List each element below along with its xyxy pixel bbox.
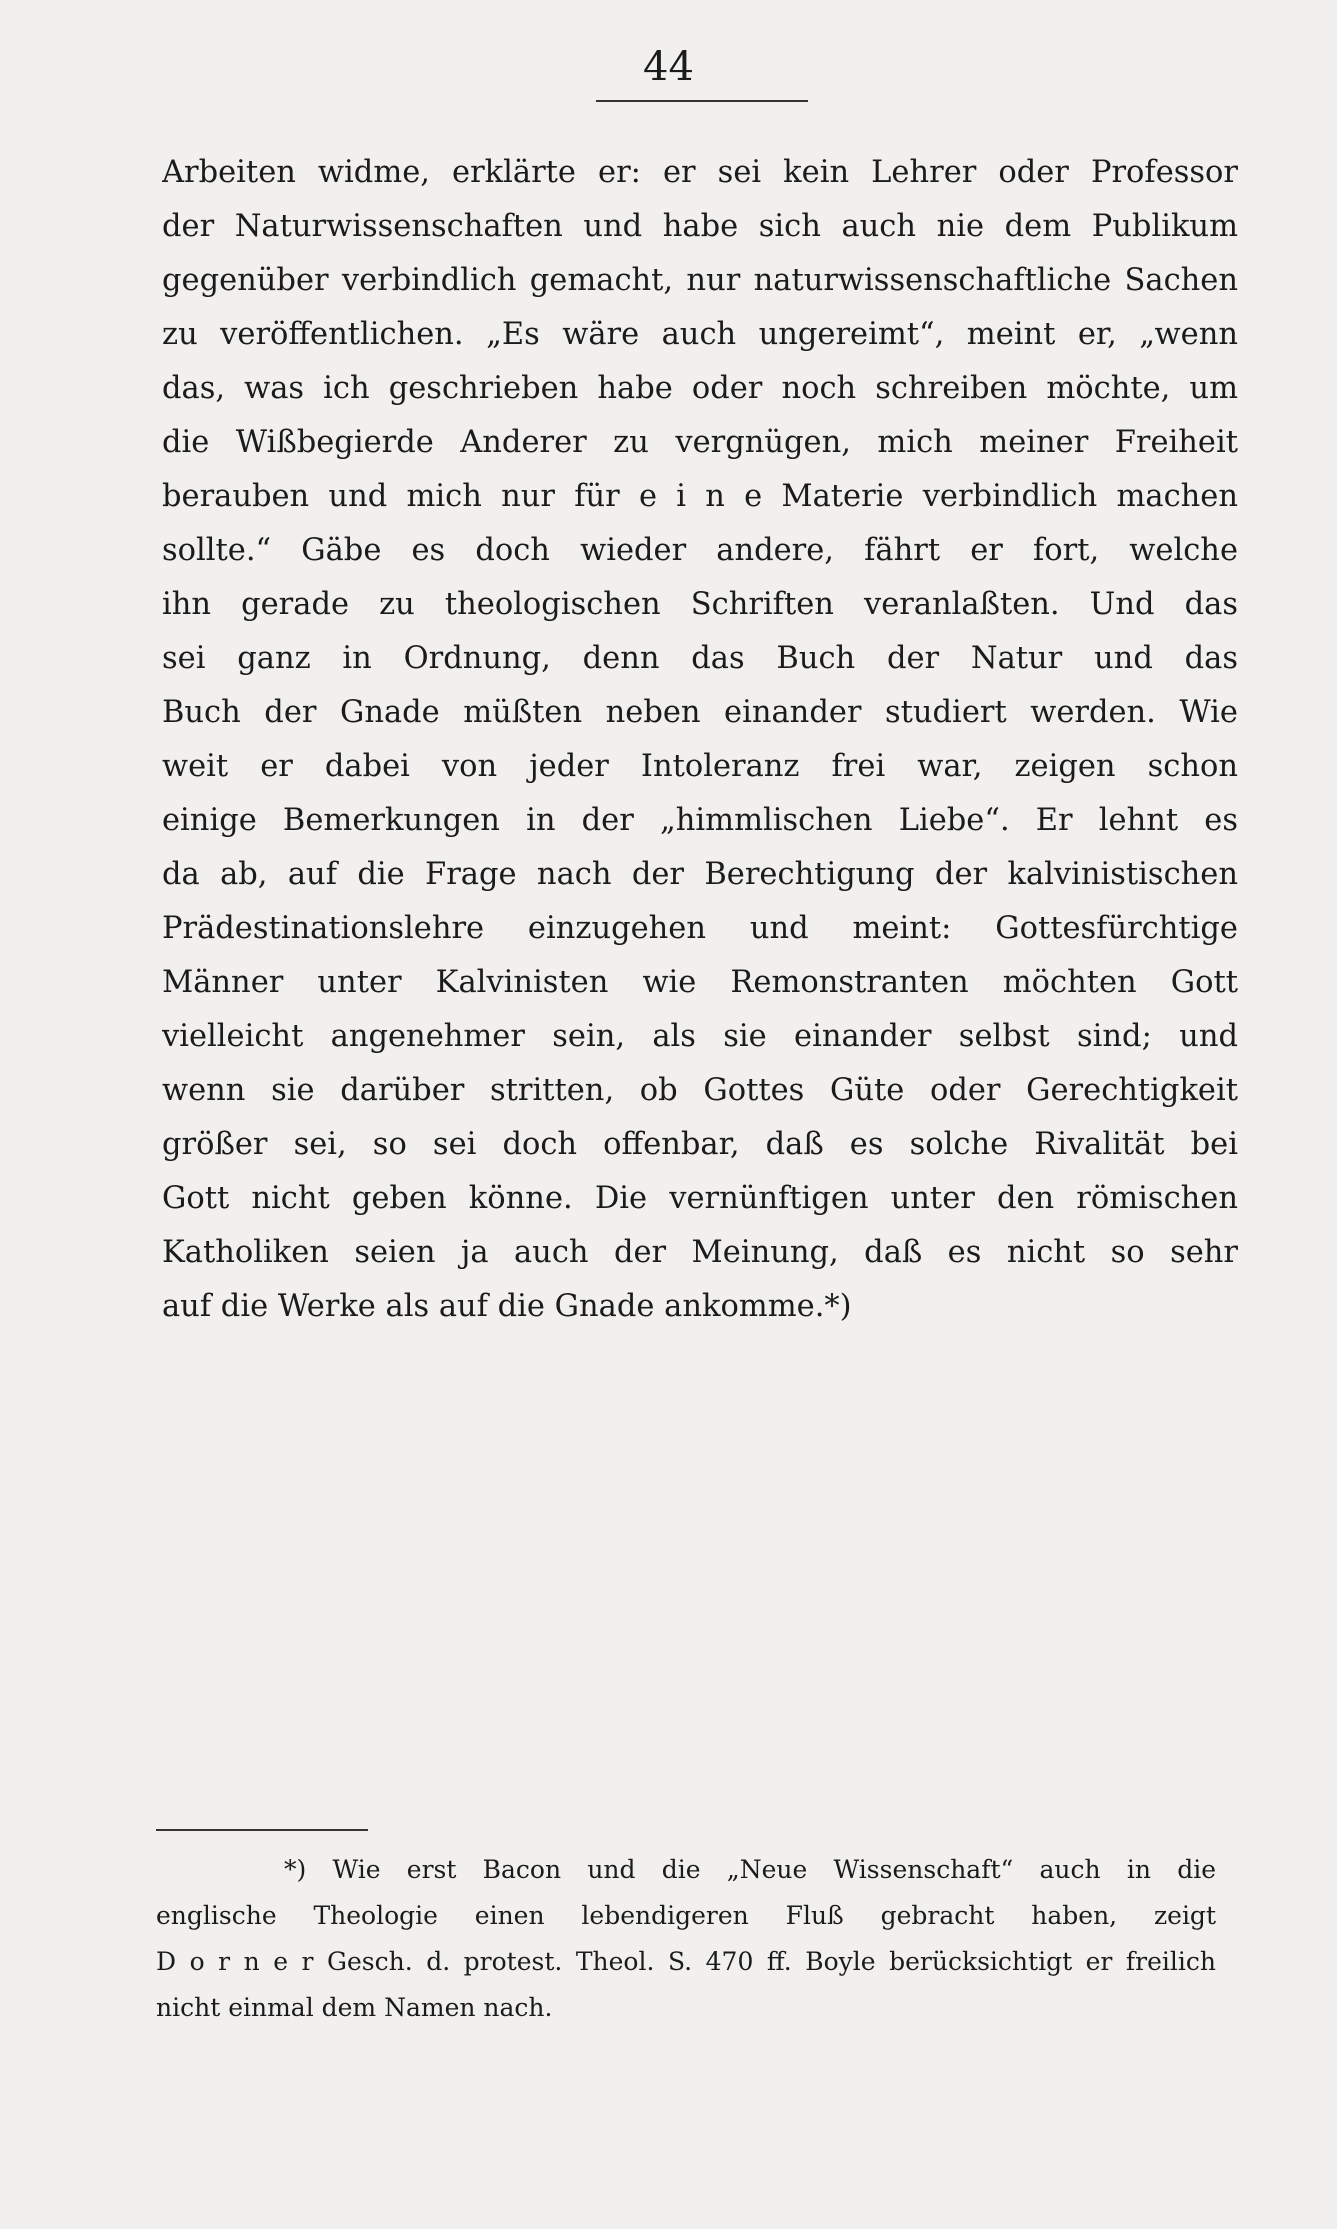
text-line: auf die Werke als auf die Gnade ankomme.*) — [162, 1289, 852, 1324]
text-line: da ab, auf die Frage nach der Berechtigung der kalvinistischen — [162, 857, 1238, 892]
text-line: sollte.“ Gäbe es doch wieder andere, fährt er fort, welche — [162, 533, 1238, 568]
footnote-rule — [156, 1829, 368, 1831]
text-line: Prädestinationslehre einzugehen und meint: Gottesfürchtige — [162, 911, 1238, 946]
text-line: das, was ich geschrieben habe oder noch schreiben möchte, um — [162, 371, 1238, 406]
text-line: weit er dabei von jeder Intoleranz frei war, zeigen schon — [162, 749, 1238, 784]
footnote — [156, 1847, 1216, 2031]
text-line: größer sei, so sei doch offenbar, daß es solche Rivalität bei — [162, 1127, 1238, 1162]
header-rule — [596, 100, 808, 102]
text-line: Gott nicht geben könne. Die vernünftigen unter den römischen — [162, 1181, 1238, 1216]
footnote-line: englische Theologie einen lebendigeren Fluß gebracht haben, zeigt — [156, 1901, 1216, 1930]
text-line: berauben und mich nur für e i n e Materie verbindlich machen — [162, 479, 1238, 514]
body-text — [162, 146, 1238, 1334]
footnote-line: nicht einmal dem Namen nach. — [156, 1993, 553, 2022]
text-line: vielleicht angenehmer sein, als sie einander selbst sind; und — [162, 1019, 1238, 1054]
footnote-line: D o r n e r Gesch. d. protest. Theol. S. 470 ff. Boyle berücksichtigt er freilich — [156, 1947, 1216, 1976]
text-line: sei ganz in Ordnung, denn das Buch der Natur und das — [162, 641, 1238, 676]
text-line: Katholiken seien ja auch der Meinung, daß es nicht so sehr — [162, 1235, 1238, 1270]
text-line: zu veröffentlichen. „Es wäre auch ungereimt“, meint er, „wenn — [162, 317, 1238, 352]
text-line: die Wißbegierde Anderer zu vergnügen, mich meiner Freiheit — [162, 425, 1238, 460]
text-line: der Naturwissenschaften und habe sich auch nie dem Publikum — [162, 209, 1238, 244]
text-line: Männer unter Kalvinisten wie Remonstranten möchten Gott — [162, 965, 1238, 1000]
text-line: ihn gerade zu theologischen Schriften veranlaßten. Und das — [162, 587, 1238, 622]
footnote-line: *) Wie erst Bacon und die „Neue Wissenschaft“ auch in die — [284, 1855, 1216, 1884]
text-line: Buch der Gnade müßten neben einander studiert werden. Wie — [162, 695, 1238, 730]
text-line: Arbeiten widme, erklärte er: er sei kein Lehrer oder Professor — [162, 155, 1238, 190]
text-line: gegenüber verbindlich gemacht, nur naturwissenschaftliche Sachen — [162, 263, 1238, 298]
text-line: wenn sie darüber stritten, ob Gottes Güte oder Gerechtigkeit — [162, 1073, 1238, 1108]
text-line: einige Bemerkungen in der „himmlischen Liebe“. Er lehnt es — [162, 803, 1238, 838]
page-number: 44 — [643, 44, 694, 90]
